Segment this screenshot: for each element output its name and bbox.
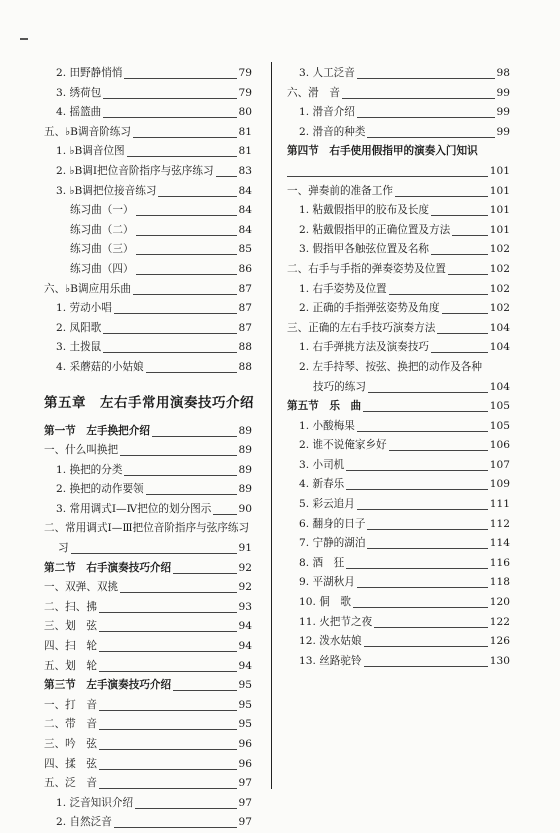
toc-entry (287, 201, 510, 221)
toc-entry-title: 二、带 音 (44, 715, 99, 735)
toc-entry-page: 89 (237, 422, 252, 442)
column-divider (271, 62, 272, 789)
toc-entry-page: 95 (237, 715, 252, 735)
toc-entry-page: 102 (488, 280, 510, 300)
toc-entry-page: 93 (237, 598, 252, 618)
toc-entry (287, 534, 510, 554)
toc-entry-title: 10. 侗 歌 (299, 593, 353, 613)
toc-entry (287, 417, 510, 437)
toc-entry (287, 456, 510, 476)
toc-entry-title: 习 (58, 539, 71, 559)
toc-entry (287, 593, 510, 613)
toc-entry (44, 774, 252, 794)
toc-entry-title: 五、划 轮 (44, 657, 99, 677)
toc-entry-title: 2. ♭B调Ⅰ把位音阶指序与弦序练习 (56, 162, 216, 182)
toc-entry (287, 632, 510, 652)
toc-entry (287, 142, 510, 162)
toc-entry-title: 9. 平湖秋月 (299, 573, 357, 593)
toc-entry-page: 107 (488, 456, 510, 476)
toc-entry-page: 101 (488, 182, 510, 202)
toc-entry-page: 84 (237, 182, 252, 202)
toc-entry (287, 573, 510, 593)
toc-entry-page: 87 (237, 280, 252, 300)
toc-entry-title: 3. 小司机 (299, 456, 346, 476)
toc-entry-title: 1. 右手姿势及位置 (299, 280, 389, 300)
toc-entry-page: 88 (237, 338, 252, 358)
toc-entry-title: 第二节 右手演奏技巧介绍 (44, 559, 173, 579)
toc-entry-page: 101 (488, 201, 510, 221)
toc-entry-title: 8. 酒 狂 (299, 554, 346, 574)
toc-entry-title: 第一节 左手换把介绍 (44, 422, 152, 442)
toc-entry-page: 94 (237, 617, 252, 637)
toc-entry-title: 第五节 乐 曲 (287, 397, 363, 417)
toc-entry-title: 二、常用调式Ⅰ—Ⅲ把位音阶指序与弦序练习 (44, 519, 251, 539)
toc-entry-title: 5. 彩云追月 (299, 495, 357, 515)
toc-entry (44, 338, 252, 358)
toc-entry-page: 79 (237, 84, 252, 104)
toc-entry (287, 84, 510, 104)
toc-entry-title: 四、揉 弦 (44, 755, 99, 775)
toc-entry-page: 90 (237, 500, 252, 520)
toc-entry-title: 六、♭B调应用乐曲 (44, 280, 133, 300)
toc-entry-page: 99 (495, 103, 510, 123)
toc-entry (287, 260, 510, 280)
toc-entry-title: 2. 谁不说俺家乡好 (299, 436, 389, 456)
toc-entry-page: 91 (237, 539, 252, 559)
toc-entry (44, 539, 252, 559)
toc-entry-page: 122 (488, 613, 510, 633)
toc-entry-title: 二、扫、拂 (44, 598, 99, 618)
toc-entry-title: 一、什么叫换把 (44, 441, 120, 461)
toc-entry-page: 89 (237, 441, 252, 461)
toc-entry-page: 96 (237, 735, 252, 755)
toc-entry-page: 97 (237, 813, 252, 833)
toc-entry (44, 299, 252, 319)
toc-entry-title: 3. 人工泛音 (299, 64, 357, 84)
toc-entry-title: 四、扫 轮 (44, 637, 99, 657)
toc-entry-title: 2. 滑音的种类 (299, 123, 367, 143)
toc-entry (287, 64, 510, 84)
toc-entry-title: 1. 粘戴假指甲的胶布及长度 (299, 201, 431, 221)
toc-entry (287, 182, 510, 202)
toc-entry-page: 112 (488, 515, 510, 535)
toc-entry-title: 1. 滑音介绍 (299, 103, 357, 123)
toc-entry (44, 319, 252, 339)
toc-entry-page: 104 (488, 319, 510, 339)
toc-entry-page: 114 (488, 534, 510, 554)
toc-entry-page: 102 (488, 260, 510, 280)
toc-entry (287, 554, 510, 574)
toc-entry-page: 102 (488, 299, 510, 319)
toc-entry-page: 97 (237, 774, 252, 794)
toc-entry-page: 95 (237, 696, 252, 716)
toc-entry (44, 755, 252, 775)
toc-entry-page: 101 (488, 162, 510, 182)
toc-entry (44, 519, 252, 539)
toc-entry (287, 123, 510, 143)
toc-entry-page: 80 (237, 103, 252, 123)
toc-entry-title: 2. 换把的动作要领 (56, 480, 146, 500)
toc-column-right (287, 64, 510, 671)
toc-entry (44, 260, 252, 280)
toc-entry-page: 81 (237, 123, 252, 143)
toc-entry-title: 一、双弹、双挑 (44, 578, 120, 598)
toc-entry (44, 696, 252, 716)
toc-entry-page: 109 (488, 475, 510, 495)
toc-entry-page: 118 (488, 573, 510, 593)
dot-leader (58, 539, 252, 554)
toc-entry-title: 12. 泼水姑娘 (299, 632, 364, 652)
toc-entry (287, 338, 510, 358)
toc-entry-page: 120 (488, 593, 510, 613)
toc-entry-title: 练习曲（一） (70, 201, 136, 221)
toc-entry-page: 106 (488, 436, 510, 456)
toc-entry (44, 813, 252, 833)
toc-entry (44, 500, 252, 520)
toc-entry-title: 2. 自然泛音 (56, 813, 114, 833)
toc-entry-page: 104 (488, 378, 510, 398)
toc-entry-title: 第四节 右手使用假指甲的演奏入门知识 (287, 142, 480, 162)
toc-entry (287, 475, 510, 495)
toc-entry-page: 85 (237, 240, 252, 260)
toc-entry-page: 116 (488, 554, 510, 574)
toc-entry-title: 技巧的练习 (313, 378, 368, 398)
toc-entry-page: 92 (237, 559, 252, 579)
toc-entry-title: 练习曲（四） (70, 260, 136, 280)
toc-entry (44, 715, 252, 735)
toc-entry-title: 五、泛 音 (44, 774, 99, 794)
toc-entry-page: 105 (488, 417, 510, 437)
toc-entry-title: 一、弹奏前的准备工作 (287, 182, 395, 202)
toc-entry-page: 95 (237, 676, 252, 696)
toc-entry-title: 三、划 弦 (44, 617, 99, 637)
toc-entry (44, 123, 252, 143)
toc-entry-title: 三、正确的左右手技巧演奏方法 (287, 319, 437, 339)
toc-entry-page: 88 (237, 358, 252, 378)
toc-entry-title: 1. 泛音知识介绍 (56, 794, 135, 814)
toc-entry-page: 89 (237, 480, 252, 500)
toc-entry (44, 559, 252, 579)
toc-entry (287, 495, 510, 515)
toc-entry-title: 三、吟 弦 (44, 735, 99, 755)
toc-entry (287, 397, 510, 417)
toc-entry-page: 92 (237, 578, 252, 598)
toc-entry-page: 97 (237, 794, 252, 814)
toc-entry (44, 617, 252, 637)
toc-entry-page: 79 (237, 64, 252, 84)
toc-entry (44, 578, 252, 598)
toc-entry-title: 4. 摇篮曲 (56, 103, 103, 123)
toc-entry-title: 2. 左手持琴、按弦、换把的动作及各种 (299, 358, 484, 378)
toc-entry (44, 735, 252, 755)
toc-entry (44, 422, 252, 442)
toc-entry-title: 2. 粘戴假指甲的正确位置及方法 (299, 221, 452, 241)
toc-entry-page: 96 (237, 755, 252, 775)
toc-entry-title: 2. 正确的手指弹弦姿势及角度 (299, 299, 442, 319)
toc-entry-title: 1. ♭B调音位图 (56, 142, 127, 162)
toc-entry (287, 162, 510, 182)
toc-entry-title: 2. 田野静悄悄 (56, 64, 124, 84)
toc-entry (287, 613, 510, 633)
toc-entry (44, 162, 252, 182)
toc-entry (44, 103, 252, 123)
toc-entry (44, 598, 252, 618)
toc-entry-title: 3. 常用调式Ⅰ—Ⅳ把位的划分图示 (56, 500, 213, 520)
toc-entry (287, 240, 510, 260)
toc-entry-page: 102 (488, 240, 510, 260)
toc-entry-title: 11. 火把节之夜 (299, 613, 374, 633)
toc-entry (44, 461, 252, 481)
toc-entry (287, 378, 510, 398)
toc-entry (44, 84, 252, 104)
toc-entry-page: 84 (237, 201, 252, 221)
toc-entry (44, 794, 252, 814)
toc-entry-title: 练习曲（三） (70, 240, 136, 260)
toc-entry-title: 五、♭B调音阶练习 (44, 123, 133, 143)
toc-entry (44, 657, 252, 677)
toc-entry (287, 299, 510, 319)
toc-entry (287, 103, 510, 123)
corner-mark (20, 38, 28, 40)
toc-entry-title: 第五章 左右手常用演奏技巧介绍 (44, 384, 256, 422)
toc-entry (287, 358, 510, 378)
toc-entry-page: 99 (495, 123, 510, 143)
toc-entry (287, 652, 510, 672)
toc-entry-page: 81 (237, 142, 252, 162)
toc-entry-title: 一、打 音 (44, 696, 99, 716)
toc-entry (44, 637, 252, 657)
toc-entry-page: 84 (237, 221, 252, 241)
toc-entry-page: 104 (488, 338, 510, 358)
toc-entry-title: 4. 采蘑菇的小姑娘 (56, 358, 146, 378)
toc-entry-title: 4. 新春乐 (299, 475, 346, 495)
toc-entry-title: 3. 土拨鼠 (56, 338, 103, 358)
toc-entry-page: 94 (237, 637, 252, 657)
toc-entry-page: 105 (488, 397, 510, 417)
toc-entry (287, 280, 510, 300)
toc-entry-title: 1. 劳动小唱 (56, 299, 114, 319)
toc-entry (44, 358, 252, 378)
toc-entry-title: 2. 凤阳歌 (56, 319, 103, 339)
toc-entry-page: 126 (488, 632, 510, 652)
toc-entry (44, 142, 252, 162)
toc-entry (44, 240, 252, 260)
toc-entry-page: 89 (237, 461, 252, 481)
toc-entry (44, 384, 252, 422)
toc-entry-title: 3. 绣荷包 (56, 84, 103, 104)
toc-entry-page: 87 (237, 299, 252, 319)
toc-entry (287, 515, 510, 535)
toc-entry-title: 二、右手与手指的弹奏姿势及位置 (287, 260, 448, 280)
toc-entry (44, 221, 252, 241)
toc-entry-page: 130 (488, 652, 510, 672)
toc-entry-page: 83 (237, 162, 252, 182)
toc-entry (44, 441, 252, 461)
toc-entry (44, 64, 252, 84)
toc-entry-title: 3. ♭B调把位接音练习 (56, 182, 158, 202)
toc-entry-title: 6. 翻身的日子 (299, 515, 367, 535)
toc-entry-title: 六、滑 音 (287, 84, 342, 104)
toc-entry-page: 87 (237, 319, 252, 339)
toc-entry-title: 练习曲（二） (70, 221, 136, 241)
toc-entry (44, 480, 252, 500)
toc-entry-title: 1. 小酸梅果 (299, 417, 357, 437)
toc-entry-title: 1. 换把的分类 (56, 461, 124, 481)
toc-entry-page: 94 (237, 657, 252, 677)
toc-column-left (44, 64, 252, 833)
toc-entry-page: 86 (237, 260, 252, 280)
toc-entry (44, 280, 252, 300)
dot-leader (287, 162, 510, 177)
toc-entry (44, 182, 252, 202)
toc-entry-title: 7. 宁静的湖泊 (299, 534, 367, 554)
toc-entry-title: 1. 右手弹挑方法及演奏技巧 (299, 338, 431, 358)
toc-entry-page: 101 (488, 221, 510, 241)
toc-entry (44, 676, 252, 696)
toc-entry (287, 319, 510, 339)
toc-entry-page: 111 (488, 495, 510, 515)
toc-entry-page: 98 (495, 64, 510, 84)
toc-entry (287, 221, 510, 241)
toc-entry-title: 13. 丝路驼铃 (299, 652, 364, 672)
toc-entry (44, 201, 252, 221)
toc-entry-title: 3. 假指甲各触弦位置及名称 (299, 240, 431, 260)
toc-entry-title: 第三节 左手演奏技巧介绍 (44, 676, 173, 696)
toc-entry-page: 99 (495, 84, 510, 104)
toc-entry (287, 436, 510, 456)
